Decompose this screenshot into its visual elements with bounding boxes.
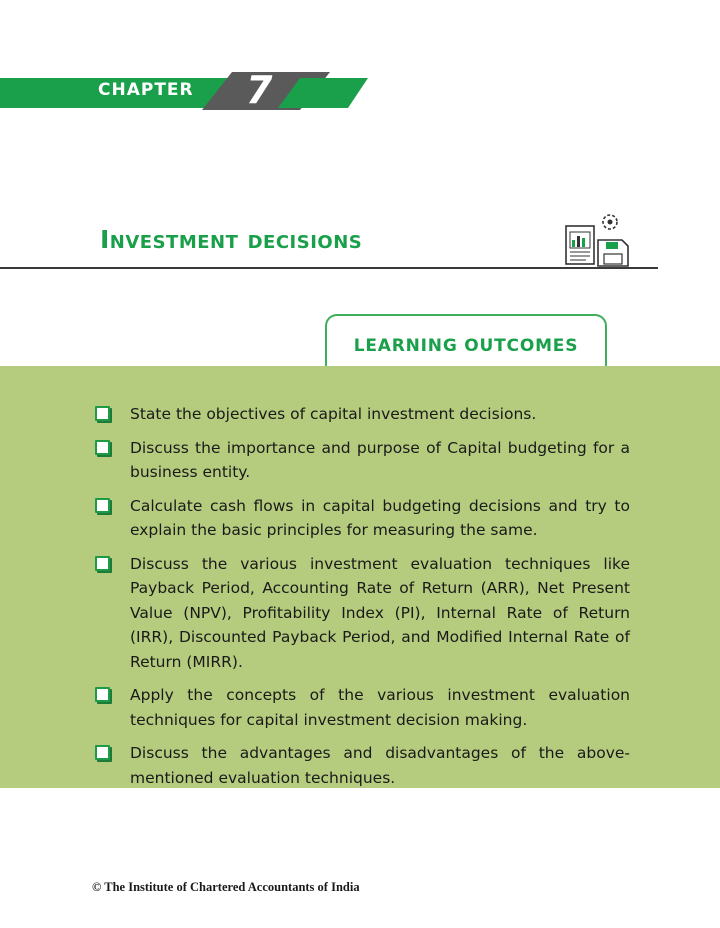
learning-outcome-text: Discuss the various investment evaluation techniques like Payback Period, Accounting Rate of Return (ARR), Net Present Value (NPV), Profitability Index (PI), Internal Rate of Return (IRR), Discounted Payback Period, and Modified Internal Rate of Return (MIRR). [130,554,630,671]
learning-outcomes-heading: LEARNING OUTCOMES [353,336,579,356]
document-chart-gear-icon [562,210,632,268]
learning-outcome-text: Calculate cash flows in capital budgeting decisions and try to explain the basic principles for measuring the same. [130,496,630,539]
list-item [95,552,630,675]
learning-outcomes-tab [325,314,607,368]
learning-outcome-text: Discuss the advantages and disadvantages of the above-mentioned evaluation techniques. [130,744,630,787]
learning-outcomes-panel [0,366,720,788]
checkbox-square-icon [95,498,110,513]
checkbox-square-icon [95,745,110,760]
list-item [95,402,630,427]
learning-outcomes-list [95,402,630,790]
list-item [95,741,630,790]
list-item [95,683,630,732]
chapter-number: 7 [246,68,273,112]
list-item [95,494,630,543]
page-title: Investment decisions [100,225,363,254]
chapter-label: CHAPTER [98,80,194,100]
title-rule [0,267,658,269]
checkbox-square-icon [95,687,110,702]
checkbox-square-icon [95,406,110,421]
learning-outcome-text: State the objectives of capital investment decisions. [130,405,537,423]
list-item [95,436,630,485]
footer-copyright: © The Institute of Chartered Accountants of India [92,880,360,894]
checkbox-square-icon [95,440,110,455]
checkbox-square-icon [95,556,110,571]
learning-outcome-text: Apply the concepts of the various investment evaluation techniques for capital investment decision making. [130,686,630,729]
learning-outcome-text: Discuss the importance and purpose of Capital budgeting for a business entity. [130,438,630,481]
